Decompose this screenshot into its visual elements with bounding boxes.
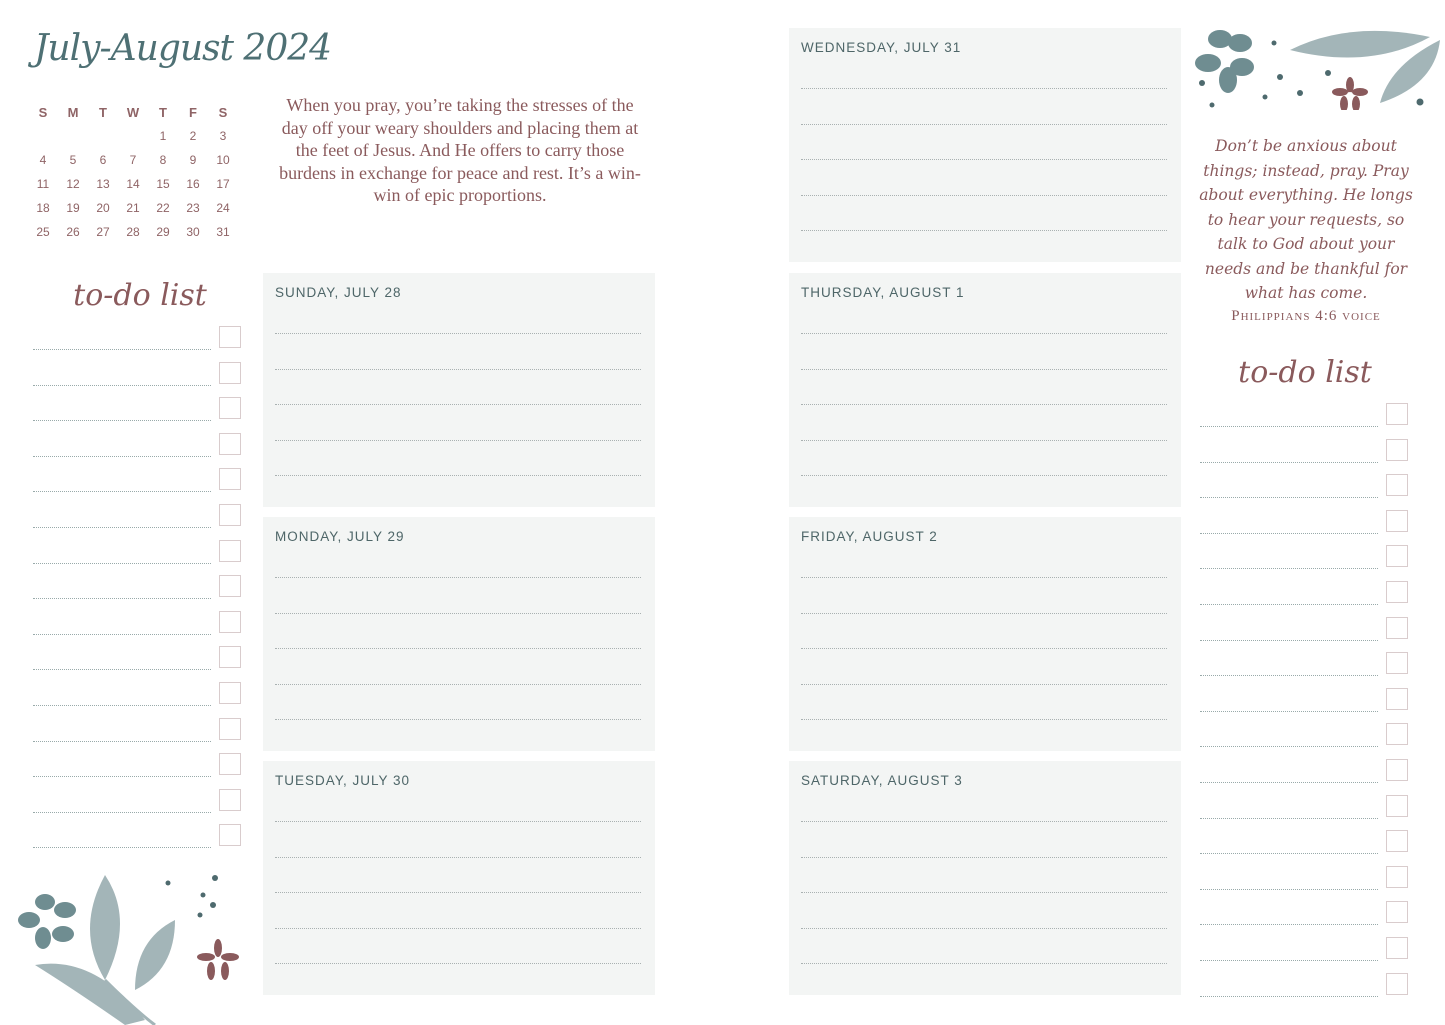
todo-checkbox[interactable] — [1386, 901, 1408, 923]
todo-line[interactable] — [1200, 604, 1378, 605]
todo-line[interactable] — [1200, 568, 1378, 569]
todo-row — [33, 682, 243, 706]
todo-line[interactable] — [1200, 497, 1378, 498]
todo-row — [33, 326, 243, 350]
day-entry-line[interactable] — [275, 440, 641, 441]
todo-row — [1200, 723, 1410, 747]
calendar-day: 31 — [216, 225, 230, 239]
day-box — [263, 761, 655, 995]
day-entry-line[interactable] — [801, 892, 1167, 893]
weekday-label: W — [126, 104, 140, 120]
todo-line[interactable] — [1200, 996, 1378, 997]
todo-row — [33, 468, 243, 492]
day-entry-line[interactable] — [275, 648, 641, 649]
todo-checkbox[interactable] — [219, 540, 241, 562]
calendar-day: 22 — [156, 201, 170, 215]
day-entry-line[interactable] — [275, 404, 641, 405]
calendar-day: 11 — [36, 177, 50, 191]
todo-line[interactable] — [1200, 782, 1378, 783]
todo-checkbox[interactable] — [219, 504, 241, 526]
calendar-day: 24 — [216, 201, 230, 215]
day-box — [789, 761, 1181, 995]
todo-row — [33, 433, 243, 457]
todo-line[interactable] — [1200, 640, 1378, 641]
todo-line[interactable] — [33, 563, 211, 564]
todo-row — [1200, 439, 1410, 463]
todo-line[interactable] — [33, 634, 211, 635]
scripture-reference: Philippians 4:6 voice — [1231, 308, 1381, 324]
calendar-day: 30 — [186, 225, 200, 239]
todo-checkbox[interactable] — [219, 646, 241, 668]
day-entry-line[interactable] — [801, 195, 1167, 196]
calendar-day: 25 — [36, 225, 50, 239]
todo-checkbox[interactable] — [219, 611, 241, 633]
day-box — [789, 273, 1181, 507]
todo-checkbox[interactable] — [1386, 403, 1408, 425]
todo-line[interactable] — [1200, 924, 1378, 925]
calendar-week-row — [28, 148, 240, 172]
todo-row — [33, 397, 243, 421]
day-entry-line[interactable] — [801, 404, 1167, 405]
day-entry-line[interactable] — [275, 719, 641, 720]
todo-checkbox[interactable] — [219, 326, 241, 348]
calendar-day: 18 — [36, 201, 50, 215]
todo-line[interactable] — [1200, 818, 1378, 819]
todo-line[interactable] — [33, 705, 211, 706]
calendar-day: 7 — [129, 153, 137, 167]
todo-row — [1200, 545, 1410, 569]
calendar-day: 12 — [66, 177, 80, 191]
todo-checkbox[interactable] — [219, 718, 241, 740]
todo-row — [1200, 403, 1410, 427]
day-entry-line[interactable] — [801, 88, 1167, 89]
todo-line[interactable] — [1200, 462, 1378, 463]
todo-row — [33, 504, 243, 528]
todo-checkbox[interactable] — [1386, 581, 1408, 603]
todo-checkbox[interactable] — [219, 362, 241, 384]
todo-line[interactable] — [33, 385, 211, 386]
todo-row — [1200, 581, 1410, 605]
todo-row — [33, 753, 243, 777]
day-entry-line[interactable] — [275, 333, 641, 334]
todo-row — [33, 540, 243, 564]
day-label: TUESDAY, JULY 30 — [275, 773, 411, 788]
todo-line[interactable] — [1200, 675, 1378, 676]
day-entry-line[interactable] — [801, 857, 1167, 858]
calendar-weekday-row — [28, 100, 240, 124]
day-label: FRIDAY, AUGUST 2 — [801, 529, 938, 544]
calendar-day: 15 — [156, 177, 170, 191]
todo-line[interactable] — [1200, 853, 1378, 854]
day-entry-line[interactable] — [275, 857, 641, 858]
day-entry-line[interactable] — [275, 963, 641, 964]
todo-line[interactable] — [1200, 746, 1378, 747]
todo-checkbox[interactable] — [1386, 759, 1408, 781]
day-entry-line[interactable] — [275, 928, 641, 929]
todo-line[interactable] — [33, 456, 211, 457]
todo-checkbox[interactable] — [219, 682, 241, 704]
calendar-day: 28 — [126, 225, 140, 239]
day-box — [789, 28, 1181, 262]
todo-checkbox[interactable] — [1386, 652, 1408, 674]
day-entry-line[interactable] — [801, 648, 1167, 649]
day-box — [263, 273, 655, 507]
floral-decoration-top — [1190, 25, 1445, 110]
day-entry-line[interactable] — [801, 440, 1167, 441]
calendar-week-row — [28, 220, 240, 244]
day-entry-line[interactable] — [275, 369, 641, 370]
todo-row — [33, 646, 243, 670]
todo-line[interactable] — [33, 776, 211, 777]
todo-line[interactable] — [1200, 711, 1378, 712]
todo-checkbox[interactable] — [1386, 973, 1408, 995]
day-entry-line[interactable] — [801, 719, 1167, 720]
todo-row — [1200, 617, 1410, 641]
day-label: MONDAY, JULY 29 — [275, 529, 405, 544]
calendar-day: 29 — [156, 225, 170, 239]
todo-row — [33, 789, 243, 813]
todo-checkbox[interactable] — [219, 575, 241, 597]
todo-line[interactable] — [33, 741, 211, 742]
todo-line[interactable] — [33, 669, 211, 670]
todo-line[interactable] — [33, 420, 211, 421]
todo-checkbox[interactable] — [1386, 830, 1408, 852]
todo-checkbox[interactable] — [1386, 510, 1408, 532]
todo-row — [33, 824, 243, 848]
day-entry-line[interactable] — [275, 684, 641, 685]
todo-row — [33, 575, 243, 599]
todo-line[interactable] — [1200, 533, 1378, 534]
calendar-day: 23 — [186, 201, 200, 215]
todo-checkbox[interactable] — [1386, 795, 1408, 817]
calendar-day: 3 — [219, 129, 227, 143]
todo-row — [33, 362, 243, 386]
devotional-quote: When you pray, you’re taking the stresses of the day off your weary shoulders and placing them at the feet of Jesus. And He offers to carry those burdens in exchange for peace and rest. It’s a win-win of epic proportions. — [279, 95, 641, 205]
calendar-day: 4 — [39, 153, 47, 167]
todo-row — [1200, 688, 1410, 712]
day-entry-line[interactable] — [275, 613, 641, 614]
day-entry-line[interactable] — [801, 963, 1167, 964]
day-entry-line[interactable] — [275, 821, 641, 822]
weekday-label: F — [189, 104, 197, 120]
day-entry-line[interactable] — [801, 577, 1167, 578]
todo-checkbox[interactable] — [219, 468, 241, 490]
day-entry-line[interactable] — [801, 475, 1167, 476]
todo-line[interactable] — [33, 491, 211, 492]
calendar-week-row — [28, 196, 240, 220]
todo-row — [1200, 866, 1410, 890]
todo-checkbox[interactable] — [1386, 545, 1408, 567]
todo-line[interactable] — [1200, 889, 1378, 890]
calendar-day: 2 — [189, 129, 197, 143]
day-label: THURSDAY, AUGUST 1 — [801, 285, 965, 300]
calendar-day: 10 — [216, 153, 230, 167]
todo-row — [33, 611, 243, 635]
day-label: WEDNESDAY, JULY 31 — [801, 40, 962, 55]
day-box — [263, 517, 655, 751]
right-todo-title: to-do list — [1238, 355, 1372, 390]
day-box — [789, 517, 1181, 751]
todo-checkbox[interactable] — [1386, 688, 1408, 710]
todo-row — [1200, 901, 1410, 925]
weekday-label: T — [159, 104, 167, 120]
weekday-label: T — [99, 104, 107, 120]
todo-row — [1200, 652, 1410, 676]
todo-row — [33, 718, 243, 742]
day-entry-line[interactable] — [801, 159, 1167, 160]
calendar-day: 21 — [126, 201, 140, 215]
todo-checkbox[interactable] — [1386, 474, 1408, 496]
todo-line[interactable] — [1200, 960, 1378, 961]
day-entry-line[interactable] — [801, 333, 1167, 334]
day-entry-line[interactable] — [801, 230, 1167, 231]
todo-row — [1200, 830, 1410, 854]
todo-checkbox[interactable] — [219, 397, 241, 419]
todo-line[interactable] — [33, 527, 211, 528]
page-title: July-August 2024 — [34, 28, 332, 69]
day-entry-line[interactable] — [801, 124, 1167, 125]
todo-checkbox[interactable] — [219, 824, 241, 846]
scripture-verse: Don’t be anxious about things; instead, pray. Pray about everything. He longs to hear your requests, so talk to God about your needs and be thankful for what has come. — [1199, 137, 1413, 302]
todo-checkbox[interactable] — [1386, 866, 1408, 888]
calendar-day: 9 — [189, 153, 197, 167]
day-entry-line[interactable] — [275, 577, 641, 578]
todo-checkbox[interactable] — [1386, 617, 1408, 639]
todo-line[interactable] — [1200, 426, 1378, 427]
day-label: SUNDAY, JULY 28 — [275, 285, 402, 300]
calendar-day: 8 — [159, 153, 167, 167]
day-entry-line[interactable] — [801, 369, 1167, 370]
calendar-day: 13 — [96, 177, 110, 191]
todo-row — [1200, 510, 1410, 534]
day-entry-line[interactable] — [801, 928, 1167, 929]
calendar-day: 5 — [69, 153, 77, 167]
calendar-week-row — [28, 172, 240, 196]
calendar-day: 1 — [159, 129, 167, 143]
day-entry-line[interactable] — [801, 821, 1167, 822]
mini-calendar — [28, 100, 240, 244]
calendar-day: 19 — [66, 201, 80, 215]
calendar-day: 14 — [126, 177, 140, 191]
todo-row — [1200, 759, 1410, 783]
weekday-label: S — [218, 104, 228, 120]
todo-line[interactable] — [33, 847, 211, 848]
calendar-day: 16 — [186, 177, 200, 191]
calendar-day: 17 — [216, 177, 230, 191]
weekday-label: M — [67, 104, 79, 120]
todo-row — [1200, 474, 1410, 498]
day-entry-line[interactable] — [801, 684, 1167, 685]
calendar-day: 26 — [66, 225, 80, 239]
todo-line[interactable] — [33, 812, 211, 813]
day-label: SATURDAY, AUGUST 3 — [801, 773, 963, 788]
floral-decoration-bottom — [15, 870, 250, 1025]
todo-row — [1200, 973, 1410, 997]
todo-line[interactable] — [33, 598, 211, 599]
todo-checkbox[interactable] — [219, 433, 241, 455]
day-entry-line[interactable] — [801, 613, 1167, 614]
day-entry-line[interactable] — [275, 892, 641, 893]
calendar-day: 20 — [96, 201, 110, 215]
todo-checkbox[interactable] — [219, 789, 241, 811]
todo-checkbox[interactable] — [1386, 937, 1408, 959]
calendar-day: 6 — [99, 153, 107, 167]
left-todo-title: to-do list — [73, 278, 207, 313]
weekday-label: S — [38, 104, 48, 120]
calendar-week-row — [28, 124, 240, 148]
todo-checkbox[interactable] — [1386, 439, 1408, 461]
todo-row — [1200, 937, 1410, 961]
todo-row — [1200, 795, 1410, 819]
todo-line[interactable] — [33, 349, 211, 350]
calendar-day: 27 — [96, 225, 110, 239]
day-entry-line[interactable] — [275, 475, 641, 476]
todo-checkbox[interactable] — [1386, 723, 1408, 745]
todo-checkbox[interactable] — [219, 753, 241, 775]
